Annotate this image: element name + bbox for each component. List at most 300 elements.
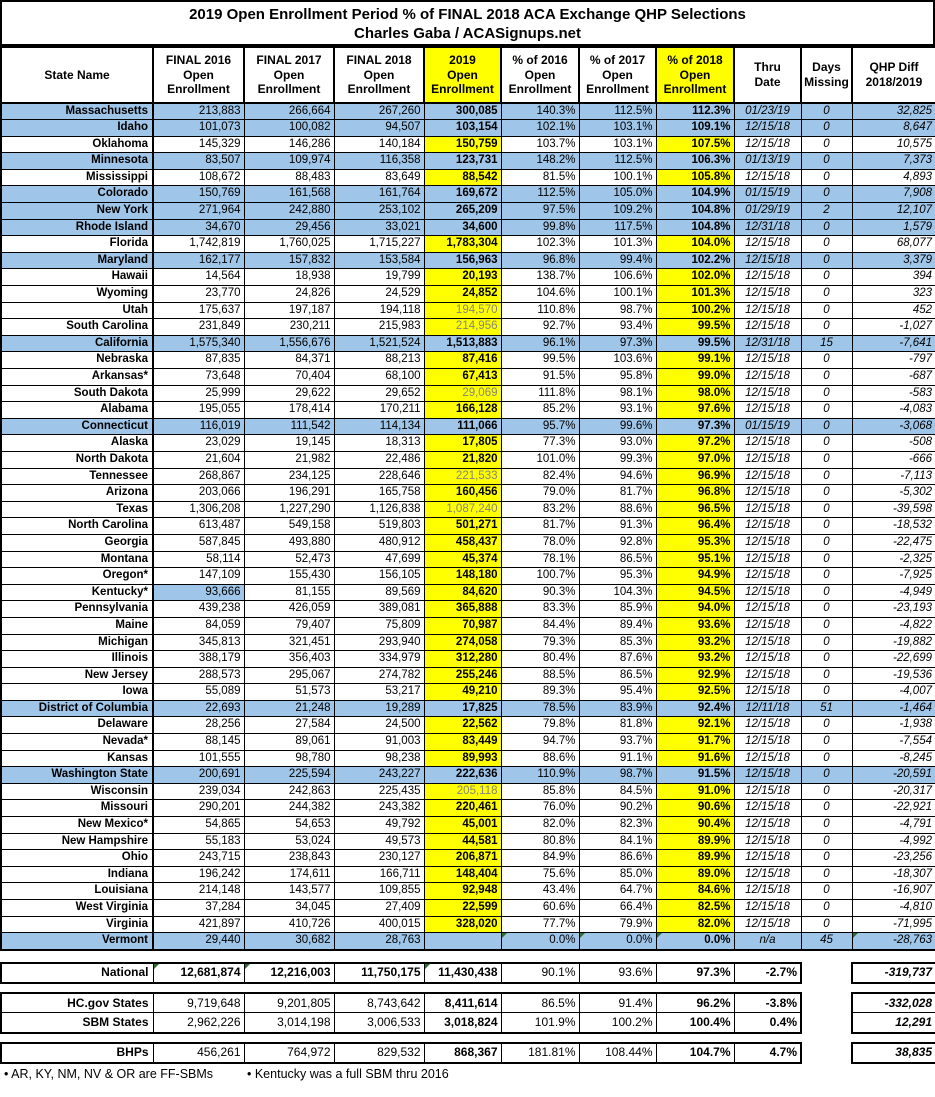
cell-pct-2018: 91.0% <box>656 783 734 800</box>
cell-final-2017: 242,863 <box>244 783 334 800</box>
cell-qhp-diff: -4,822 <box>852 617 935 634</box>
cell-pct-2017: 95.3% <box>579 568 656 585</box>
cell-final-2018: 18,313 <box>334 435 424 452</box>
cell-days-missing: 0 <box>801 584 852 601</box>
cell-pct-2018: 94.9% <box>656 568 734 585</box>
cell-thru-date: 12/15/18 <box>734 734 801 751</box>
cell-state: Virginia <box>1 916 153 933</box>
cell-days-missing: 0 <box>801 186 852 203</box>
cell-qhp-diff: -19,536 <box>852 667 935 684</box>
cell-final-2017: 1,227,290 <box>244 501 334 518</box>
column-header-p2017: % of 2017 Open Enrollment <box>579 47 656 103</box>
cell-final-2016: 84,059 <box>153 617 244 634</box>
cell-final-2017: 27,584 <box>244 717 334 734</box>
cell-final-2018: 8,743,642 <box>334 993 424 1013</box>
cell-final-2016: 9,719,648 <box>153 993 244 1013</box>
cell-2019 <box>424 933 501 950</box>
cell-pct-2017: 103.6% <box>579 352 656 369</box>
cell-pct-2017: 103.1% <box>579 120 656 137</box>
cell-pct-2018: 99.0% <box>656 369 734 386</box>
cell-pct-2016: 138.7% <box>501 269 579 286</box>
cell-final-2018: 156,105 <box>334 568 424 585</box>
cell-pct-2018: 84.6% <box>656 883 734 900</box>
cell-pct-2016: 77.3% <box>501 435 579 452</box>
state-row <box>1 518 935 535</box>
cell-final-2018: 28,763 <box>334 933 424 950</box>
state-row <box>1 319 935 336</box>
cell-state: Nebraska <box>1 352 153 369</box>
cell-final-2018: 24,529 <box>334 286 424 303</box>
cell-pct-2018: 95.3% <box>656 534 734 551</box>
cell-2019: 22,599 <box>424 900 501 917</box>
cell-pct-2016: 78.0% <box>501 534 579 551</box>
cell-final-2018: 1,715,227 <box>334 236 424 253</box>
cell-qhp-diff: -1,027 <box>852 319 935 336</box>
cell-state: South Carolina <box>1 319 153 336</box>
cell-final-2018: 11,750,175 <box>334 963 424 983</box>
cell-pct-2018: 104.8% <box>656 219 734 236</box>
cell-qhp-diff: -1,464 <box>852 700 935 717</box>
cell-pct-2016: 81.7% <box>501 518 579 535</box>
cell-pct-2018: 94.5% <box>656 584 734 601</box>
state-row <box>1 352 935 369</box>
cell-final-2017: 234,125 <box>244 468 334 485</box>
cell-pct-2016: 96.1% <box>501 335 579 352</box>
cell-pct-2017: 93.0% <box>579 435 656 452</box>
cell-2019: 87,416 <box>424 352 501 369</box>
column-header-f2016: FINAL 2016 Open Enrollment <box>153 47 244 103</box>
cell-pct-2016: 85.8% <box>501 783 579 800</box>
cell-2019: 220,461 <box>424 800 501 817</box>
cell-pct-2018: 92.9% <box>656 667 734 684</box>
cell-pct-2016: 77.7% <box>501 916 579 933</box>
cell-thru-date: 12/15/18 <box>734 302 801 319</box>
cell-pct-2017: 85.3% <box>579 634 656 651</box>
cell-final-2017: 88,483 <box>244 169 334 186</box>
cell-final-2017: 356,403 <box>244 651 334 668</box>
cell-final-2017: 30,682 <box>244 933 334 950</box>
state-row <box>1 800 935 817</box>
cell-pct-2017: 83.9% <box>579 700 656 717</box>
cell-pct-2017: 112.5% <box>579 153 656 170</box>
cell-qhp-diff: -20,591 <box>852 767 935 784</box>
cell-pct-2018: 101.3% <box>656 286 734 303</box>
cell-thru-date: 12/15/18 <box>734 169 801 186</box>
cell-final-2018: 88,213 <box>334 352 424 369</box>
cell-final-2018: 267,260 <box>334 103 424 120</box>
cell-final-2016: 203,066 <box>153 485 244 502</box>
cell-state: New Mexico* <box>1 817 153 834</box>
cell-final-2017: 410,726 <box>244 916 334 933</box>
cell-pct-2017: 91.4% <box>579 993 656 1013</box>
cell-pct-2017: 108.44% <box>579 1043 656 1063</box>
cell-thru-date: 12/15/18 <box>734 817 801 834</box>
cell-final-2018: 91,003 <box>334 734 424 751</box>
state-row <box>1 169 935 186</box>
cell-state: District of Columbia <box>1 700 153 717</box>
cell-final-2018: 170,211 <box>334 402 424 419</box>
cell-final-2017: 266,664 <box>244 103 334 120</box>
cell-final-2018: 243,382 <box>334 800 424 817</box>
cell-days-missing <box>801 993 852 1013</box>
cell-final-2017: 295,067 <box>244 667 334 684</box>
column-header-thru: Thru Date <box>734 47 801 103</box>
state-row <box>1 767 935 784</box>
cell-state: Georgia <box>1 534 153 551</box>
cell-days-missing: 45 <box>801 933 852 950</box>
cell-final-2017: 98,780 <box>244 750 334 767</box>
cell-pct-2018: 92.5% <box>656 684 734 701</box>
header-row <box>1 47 935 103</box>
cell-days-missing: 0 <box>801 286 852 303</box>
cell-2019: 88,542 <box>424 169 501 186</box>
cell-pct-2016: 110.8% <box>501 302 579 319</box>
cell-pct-2018: 107.5% <box>656 136 734 153</box>
cell-final-2017: 18,938 <box>244 269 334 286</box>
cell-thru-date: 12/15/18 <box>734 534 801 551</box>
cell-final-2017: 52,473 <box>244 551 334 568</box>
cell-2019: 148,180 <box>424 568 501 585</box>
cell-pct-2016: 0.0% <box>501 933 579 950</box>
state-row <box>1 451 935 468</box>
cell-qhp-diff: -4,810 <box>852 900 935 917</box>
cell-final-2016: 288,573 <box>153 667 244 684</box>
spacer <box>0 951 935 962</box>
cell-thru-date: 12/15/18 <box>734 269 801 286</box>
cell-state: Illinois <box>1 651 153 668</box>
cell-final-2017: 51,573 <box>244 684 334 701</box>
column-header-y2019: 2019 Open Enrollment <box>424 47 501 103</box>
cell-pct-2016: 90.3% <box>501 584 579 601</box>
cell-2019: 300,085 <box>424 103 501 120</box>
state-row <box>1 203 935 220</box>
state-row <box>1 153 935 170</box>
cell-2019: 83,449 <box>424 734 501 751</box>
cell-qhp-diff: -4,007 <box>852 684 935 701</box>
cell-pct-2018: 102.2% <box>656 252 734 269</box>
cell-days-missing <box>801 963 852 983</box>
cell-final-2017: 426,059 <box>244 601 334 618</box>
cell-state: New Hampshire <box>1 833 153 850</box>
cell-2019: 111,066 <box>424 418 501 435</box>
cell-final-2016: 271,964 <box>153 203 244 220</box>
cell-pct-2016: 91.5% <box>501 369 579 386</box>
cell-qhp-diff: 1,579 <box>852 219 935 236</box>
cell-thru-date: 12/15/18 <box>734 236 801 253</box>
cell-thru-date: 12/15/18 <box>734 601 801 618</box>
cell-qhp-diff: -687 <box>852 369 935 386</box>
cell-pct-2016: 78.1% <box>501 551 579 568</box>
state-row <box>1 501 935 518</box>
cell-final-2017: 21,982 <box>244 451 334 468</box>
cell-final-2016: 37,284 <box>153 900 244 917</box>
cell-final-2016: 93,666 <box>153 584 244 601</box>
cell-qhp-diff: 8,647 <box>852 120 935 137</box>
state-row <box>1 883 935 900</box>
cell-days-missing: 0 <box>801 783 852 800</box>
cell-days-missing: 0 <box>801 518 852 535</box>
cell-final-2016: 214,148 <box>153 883 244 900</box>
cell-qhp-diff: 452 <box>852 302 935 319</box>
cell-thru-date: 01/29/19 <box>734 203 801 220</box>
cell-days-missing: 0 <box>801 269 852 286</box>
cell-pct-2017: 98.7% <box>579 767 656 784</box>
state-row <box>1 850 935 867</box>
cell-2019: 169,672 <box>424 186 501 203</box>
cell-qhp-diff: 10,575 <box>852 136 935 153</box>
cell-final-2017: 225,594 <box>244 767 334 784</box>
cell-thru-date: 12/15/18 <box>734 684 801 701</box>
cell-days-missing: 0 <box>801 468 852 485</box>
cell-final-2018: 389,081 <box>334 601 424 618</box>
cell-final-2017: 764,972 <box>244 1043 334 1063</box>
cell-final-2018: 19,289 <box>334 700 424 717</box>
cell-state: Missouri <box>1 800 153 817</box>
cell-2019: 1,087,240 <box>424 501 501 518</box>
cell-thru-date: 12/31/18 <box>734 335 801 352</box>
cell-final-2016: 213,883 <box>153 103 244 120</box>
cell-pct-2018: 89.0% <box>656 866 734 883</box>
state-row <box>1 435 935 452</box>
cell-pct-2017: 109.2% <box>579 203 656 220</box>
cell-thru-date: 12/15/18 <box>734 850 801 867</box>
cell-qhp-diff: 4,893 <box>852 169 935 186</box>
cell-pct-2017: 92.8% <box>579 534 656 551</box>
cell-2019: 205,118 <box>424 783 501 800</box>
cell-pct-2016: 102.1% <box>501 120 579 137</box>
state-row <box>1 734 935 751</box>
cell-final-2016: 162,177 <box>153 252 244 269</box>
cell-pct-2016: 89.3% <box>501 684 579 701</box>
cell-final-2016: 23,770 <box>153 286 244 303</box>
cell-2019: 160,456 <box>424 485 501 502</box>
cell-2019: 84,620 <box>424 584 501 601</box>
cell-final-2018: 94,507 <box>334 120 424 137</box>
state-row <box>1 568 935 585</box>
state-row <box>1 833 935 850</box>
cell-final-2016: 88,145 <box>153 734 244 751</box>
state-row <box>1 252 935 269</box>
cell-pct-2018: 99.1% <box>656 352 734 369</box>
cell-pct-2016: 81.5% <box>501 169 579 186</box>
cell-pct-2016: 88.6% <box>501 750 579 767</box>
cell-pct-2017: 100.1% <box>579 286 656 303</box>
bhp-summary-row <box>0 1042 935 1064</box>
cell-days-missing: 0 <box>801 617 852 634</box>
cell-pct-2018: 100.4% <box>656 1013 734 1033</box>
cell-final-2016: 116,019 <box>153 418 244 435</box>
cell-thru-date: 12/15/18 <box>734 800 801 817</box>
cell-final-2017: 197,187 <box>244 302 334 319</box>
state-row <box>1 651 935 668</box>
cell-2019: 21,820 <box>424 451 501 468</box>
cell-thru-date: 12/15/18 <box>734 352 801 369</box>
cell-pct-2016: 103.7% <box>501 136 579 153</box>
cell-thru-date: 01/15/19 <box>734 186 801 203</box>
cell-pct-2017: 103.1% <box>579 136 656 153</box>
state-table <box>0 46 935 951</box>
cell-final-2018: 243,227 <box>334 767 424 784</box>
cell-thru-date: 12/15/18 <box>734 667 801 684</box>
cell-qhp-diff: -7,113 <box>852 468 935 485</box>
cell-pct-2016: 83.3% <box>501 601 579 618</box>
cell-pct-2018: 102.0% <box>656 269 734 286</box>
cell-pct-2018: 93.6% <box>656 617 734 634</box>
cell-final-2016: 456,261 <box>153 1043 244 1063</box>
cell-pct-2016: 86.5% <box>501 993 579 1013</box>
cell-state: Idaho <box>1 120 153 137</box>
cell-final-2017: 1,760,025 <box>244 236 334 253</box>
cell-state: Arizona <box>1 485 153 502</box>
cell-final-2017: 100,082 <box>244 120 334 137</box>
cell-label: SBM States <box>1 1013 153 1033</box>
cell-days-missing: 0 <box>801 402 852 419</box>
cell-final-2016: 243,715 <box>153 850 244 867</box>
cell-pct-2016: 79.3% <box>501 634 579 651</box>
column-header-f2018: FINAL 2018 Open Enrollment <box>334 47 424 103</box>
cell-2019: 221,533 <box>424 468 501 485</box>
cell-final-2016: 200,691 <box>153 767 244 784</box>
cell-pct-2017: 117.5% <box>579 219 656 236</box>
cell-days-missing: 0 <box>801 418 852 435</box>
summary-row-bhp <box>1 1043 935 1063</box>
cell-2019: 11,430,438 <box>424 963 501 983</box>
cell-qhp-diff: -7,554 <box>852 734 935 751</box>
cell-final-2016: 21,604 <box>153 451 244 468</box>
cell-days-missing: 0 <box>801 817 852 834</box>
cell-qhp-diff: -3,068 <box>852 418 935 435</box>
cell-final-2018: 274,782 <box>334 667 424 684</box>
cell-final-2018: 293,940 <box>334 634 424 651</box>
cell-thru-date: 12/15/18 <box>734 866 801 883</box>
cell-pct-2016: 83.2% <box>501 501 579 518</box>
cell-qhp-diff: -5,302 <box>852 485 935 502</box>
cell-final-2018: 228,646 <box>334 468 424 485</box>
cell-days-missing: 0 <box>801 800 852 817</box>
cell-pct-2017: 64.7% <box>579 883 656 900</box>
cell-pct-2017: 85.9% <box>579 601 656 618</box>
cell-days-missing: 0 <box>801 667 852 684</box>
footnote-ff-sbm: • AR, KY, NM, NV & OR are FF-SBMs <box>4 1066 214 1081</box>
cell-final-2018: 49,573 <box>334 833 424 850</box>
cell-final-2017: 9,201,805 <box>244 993 334 1013</box>
cell-thru-date: 12/15/18 <box>734 617 801 634</box>
cell-final-2018: 140,184 <box>334 136 424 153</box>
cell-final-2018: 116,358 <box>334 153 424 170</box>
cell-state: Montana <box>1 551 153 568</box>
cell-final-2017: 174,611 <box>244 866 334 883</box>
cell-pct-2016: 79.8% <box>501 717 579 734</box>
cell-thru-date: 12/15/18 <box>734 634 801 651</box>
cell-final-2016: 345,813 <box>153 634 244 651</box>
cell-qhp-diff: -2,325 <box>852 551 935 568</box>
cell-final-2017: 29,456 <box>244 219 334 236</box>
cell-pct-2017: 84.5% <box>579 783 656 800</box>
cell-state: Oregon* <box>1 568 153 585</box>
cell-thru-date: n/a <box>734 933 801 950</box>
cell-qhp-diff: -4,992 <box>852 833 935 850</box>
cell-days-missing: 0 <box>801 634 852 651</box>
cell-qhp-diff: -71,995 <box>852 916 935 933</box>
cell-thru-date: 12/15/18 <box>734 568 801 585</box>
cell-days-missing: 0 <box>801 120 852 137</box>
cell-state: West Virginia <box>1 900 153 917</box>
cell-pct-2017: 95.8% <box>579 369 656 386</box>
state-row <box>1 186 935 203</box>
cell-final-2016: 55,089 <box>153 684 244 701</box>
cell-state: Connecticut <box>1 418 153 435</box>
cell-thru-date: 01/15/19 <box>734 418 801 435</box>
cell-thru-date: 12/15/18 <box>734 750 801 767</box>
cell-pct-2017: 82.3% <box>579 817 656 834</box>
state-row <box>1 269 935 286</box>
cell-pct-2016: 110.9% <box>501 767 579 784</box>
cell-2019: 20,193 <box>424 269 501 286</box>
cell-state: Mississippi <box>1 169 153 186</box>
cell-final-2018: 194,118 <box>334 302 424 319</box>
cell-pct-2018: 97.6% <box>656 402 734 419</box>
cell-pct-2018: 90.6% <box>656 800 734 817</box>
cell-final-2017: 21,248 <box>244 700 334 717</box>
cell-final-2017: 238,843 <box>244 850 334 867</box>
cell-thru-date: 12/15/18 <box>734 136 801 153</box>
cell-pct-2016: 60.6% <box>501 900 579 917</box>
state-row <box>1 136 935 153</box>
cell-qhp-diff: -797 <box>852 352 935 369</box>
cell-final-2016: 1,575,340 <box>153 335 244 352</box>
cell-final-2017: 321,451 <box>244 634 334 651</box>
cell-label: National <box>1 963 153 983</box>
cell-pct-2016: 80.8% <box>501 833 579 850</box>
cell-days-missing: 0 <box>801 684 852 701</box>
cell-state: Wyoming <box>1 286 153 303</box>
cell-final-2017: 242,880 <box>244 203 334 220</box>
cell-pct-2017: 86.6% <box>579 850 656 867</box>
cell-days-missing: 0 <box>801 501 852 518</box>
cell-pct-2017: 100.2% <box>579 1013 656 1033</box>
state-row <box>1 120 935 137</box>
cell-label: HC.gov States <box>1 993 153 1013</box>
state-row <box>1 335 935 352</box>
cell-final-2018: 47,699 <box>334 551 424 568</box>
cell-thru-date: 12/15/18 <box>734 883 801 900</box>
cell-pct-2017: 0.0% <box>579 933 656 950</box>
cell-pct-2017: 98.7% <box>579 302 656 319</box>
cell-final-2016: 58,114 <box>153 551 244 568</box>
cell-final-2017: 70,404 <box>244 369 334 386</box>
cell-state: Tennessee <box>1 468 153 485</box>
cell-2019: 45,374 <box>424 551 501 568</box>
cell-pct-2017: 86.5% <box>579 667 656 684</box>
cell-final-2018: 68,100 <box>334 369 424 386</box>
cell-final-2018: 114,134 <box>334 418 424 435</box>
cell-final-2017: 146,286 <box>244 136 334 153</box>
cell-pct-2016: 181.81% <box>501 1043 579 1063</box>
state-row <box>1 219 935 236</box>
page-title: 2019 Open Enrollment Period % of FINAL 2018 ACA Exchange QHP Selections <box>189 6 746 23</box>
cell-final-2018: 22,486 <box>334 451 424 468</box>
state-row <box>1 817 935 834</box>
cell-pct-2016: 76.0% <box>501 800 579 817</box>
cell-pct-2016: 97.5% <box>501 203 579 220</box>
summary-row-hcgov <box>1 993 935 1013</box>
state-row <box>1 717 935 734</box>
cell-final-2017: 19,145 <box>244 435 334 452</box>
cell-final-2018: 1,521,524 <box>334 335 424 352</box>
cell-days-missing: 0 <box>801 750 852 767</box>
cell-days-missing: 0 <box>801 833 852 850</box>
cell-net-change: 4.7% <box>734 1043 801 1063</box>
